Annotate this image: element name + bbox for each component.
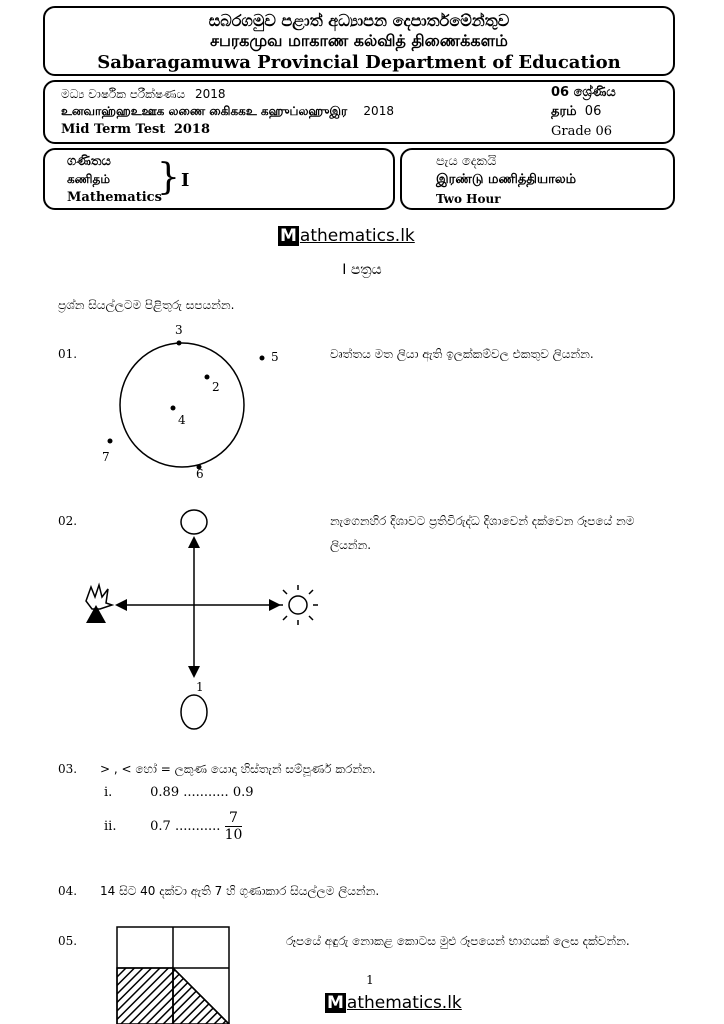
site-logo-bottom[interactable]	[325, 993, 462, 1013]
test-english-year: 2018	[173, 122, 211, 137]
q5-number: 05.	[58, 934, 78, 948]
duration-tamil: இரண்டு மணித்தியாலம்	[436, 172, 577, 187]
q3-i-label: i.	[104, 785, 113, 800]
logo-initial: M	[280, 226, 297, 246]
q1-label-2: 2	[212, 380, 220, 394]
q1-point-3	[177, 341, 182, 346]
q1-label-5: 5	[271, 350, 279, 364]
subject-english: Mathematics	[67, 190, 162, 205]
q2-bottom-label: 1	[196, 680, 204, 694]
exam-info-box	[43, 80, 675, 144]
test-sinhala	[61, 87, 226, 102]
test-english-label: Mid Term Test	[61, 122, 166, 137]
test-english	[61, 122, 210, 137]
header-sinhala: සබරගමුව පළාත් අධ්‍යාපන දෙපාර්තමේන්තුව	[208, 11, 510, 30]
q3-ii-denominator: 10	[224, 827, 243, 843]
q2-text-line1: නැගෙනහිර දිශාවට ප්‍රතිවිරුද්ධ දිශාවෙන් දක්වෙන රූපයේ නම	[330, 514, 635, 528]
q3-ii-dots: ...........	[174, 819, 221, 834]
test-sinhala-label: මධ්‍ය වාර්ෂික පරීක්ෂණය	[61, 87, 186, 101]
q3-text: > , < හෝ = ලකුණ යොදා හිස්තැන් සම්පූර්ණ කරන්න.	[100, 762, 376, 776]
q3-part-ii	[104, 810, 242, 843]
q1-label-3: 3	[175, 323, 183, 337]
duration-english: Two Hour	[436, 192, 501, 206]
logo-text: athematics.lk	[299, 226, 415, 246]
grade-tamil	[551, 104, 601, 120]
duration-sinhala: පැය දෙකයි	[436, 154, 497, 169]
q1-point-7	[108, 439, 113, 444]
header-box	[43, 6, 675, 76]
q1-point-2	[205, 375, 210, 380]
q2-number: 02.	[58, 514, 78, 528]
page-number: 1	[366, 973, 374, 987]
q1-label-4: 4	[178, 413, 186, 427]
q4-text: 14 සිට 40 දක්වා ඇති 7 හි ගුණාකාර සියල්ලම ලියන්න.	[100, 884, 380, 898]
q3-number: 03.	[58, 762, 78, 776]
q1-point-5	[260, 356, 265, 361]
test-sinhala-year: 2018	[194, 87, 226, 101]
q5-shaded-square	[116, 926, 230, 1024]
q2-compass-diagram	[78, 505, 328, 740]
q2-text-line2: ලියන්න.	[330, 538, 372, 552]
header-tamil: சபரகமுவ மாகாண கல்வித் திணைக்களம்	[210, 31, 508, 50]
paper-numeral: I	[181, 170, 190, 191]
q5-text: රූපයේ අඳුරු නොකළ කොටස මුළු රූපයෙන් භාගයක් ලෙස දක්වන්න.	[286, 934, 630, 948]
south-object-icon	[181, 695, 207, 729]
subject-sinhala: ගණිතය	[67, 154, 111, 169]
q3-ii-numerator: 7	[225, 810, 243, 827]
duration-box	[400, 148, 675, 210]
setting-sun-icon	[86, 585, 112, 623]
grade-tamil-label: தரம்	[551, 104, 577, 119]
subject-box	[43, 148, 395, 210]
q3-i-right: 0.9	[232, 785, 254, 800]
q1-point-4	[171, 406, 176, 411]
paper-title: I පත්‍රය	[342, 262, 382, 278]
header-english: Sabaragamuwa Provincial Department of Education	[97, 52, 621, 73]
grade-english: Grade 06	[551, 124, 613, 139]
q1-label-7: 7	[102, 450, 110, 464]
q3-i-left: 0.89	[150, 785, 180, 800]
grade-tamil-value: 06	[584, 104, 602, 119]
q4-number: 04.	[58, 884, 78, 898]
site-logo-top[interactable]	[278, 226, 415, 246]
q1-circle-diagram	[95, 320, 295, 485]
q3-part-i	[104, 785, 254, 800]
north-object-icon	[181, 510, 207, 534]
sun-icon	[278, 585, 318, 625]
test-tamil-year: 2018	[363, 104, 394, 118]
test-tamil-label: உனவாஹ்ஹஉஊக லணை கிைககஉ கஹுப்லஹுஇர	[61, 104, 348, 118]
q3-ii-fraction	[225, 810, 243, 843]
q1-circle	[120, 343, 244, 467]
subject-tamil: கணிதம்	[67, 172, 110, 186]
grade-sinhala: 06 ශ්‍රේණිය	[551, 85, 616, 100]
q1-label-6: 6	[196, 467, 204, 481]
q3-ii-label: ii.	[104, 819, 117, 834]
logo-bottom-initial: M	[327, 993, 344, 1013]
subject-brace: }	[157, 157, 180, 198]
q1-text: වෘත්තය මත ලියා ඇති ඉලක්කම්වල එකතුව ලියන්න.	[330, 347, 594, 361]
q3-ii-left: 0.7	[150, 819, 171, 834]
test-tamil	[61, 104, 394, 120]
logo-bottom-text: athematics.lk	[346, 993, 462, 1013]
q1-number: 01.	[58, 347, 78, 361]
instruction: ප්‍රශ්න සියල්ලටම පිළිතුරු සපයන්න.	[58, 298, 235, 312]
q3-i-dots: ...........	[183, 785, 229, 800]
